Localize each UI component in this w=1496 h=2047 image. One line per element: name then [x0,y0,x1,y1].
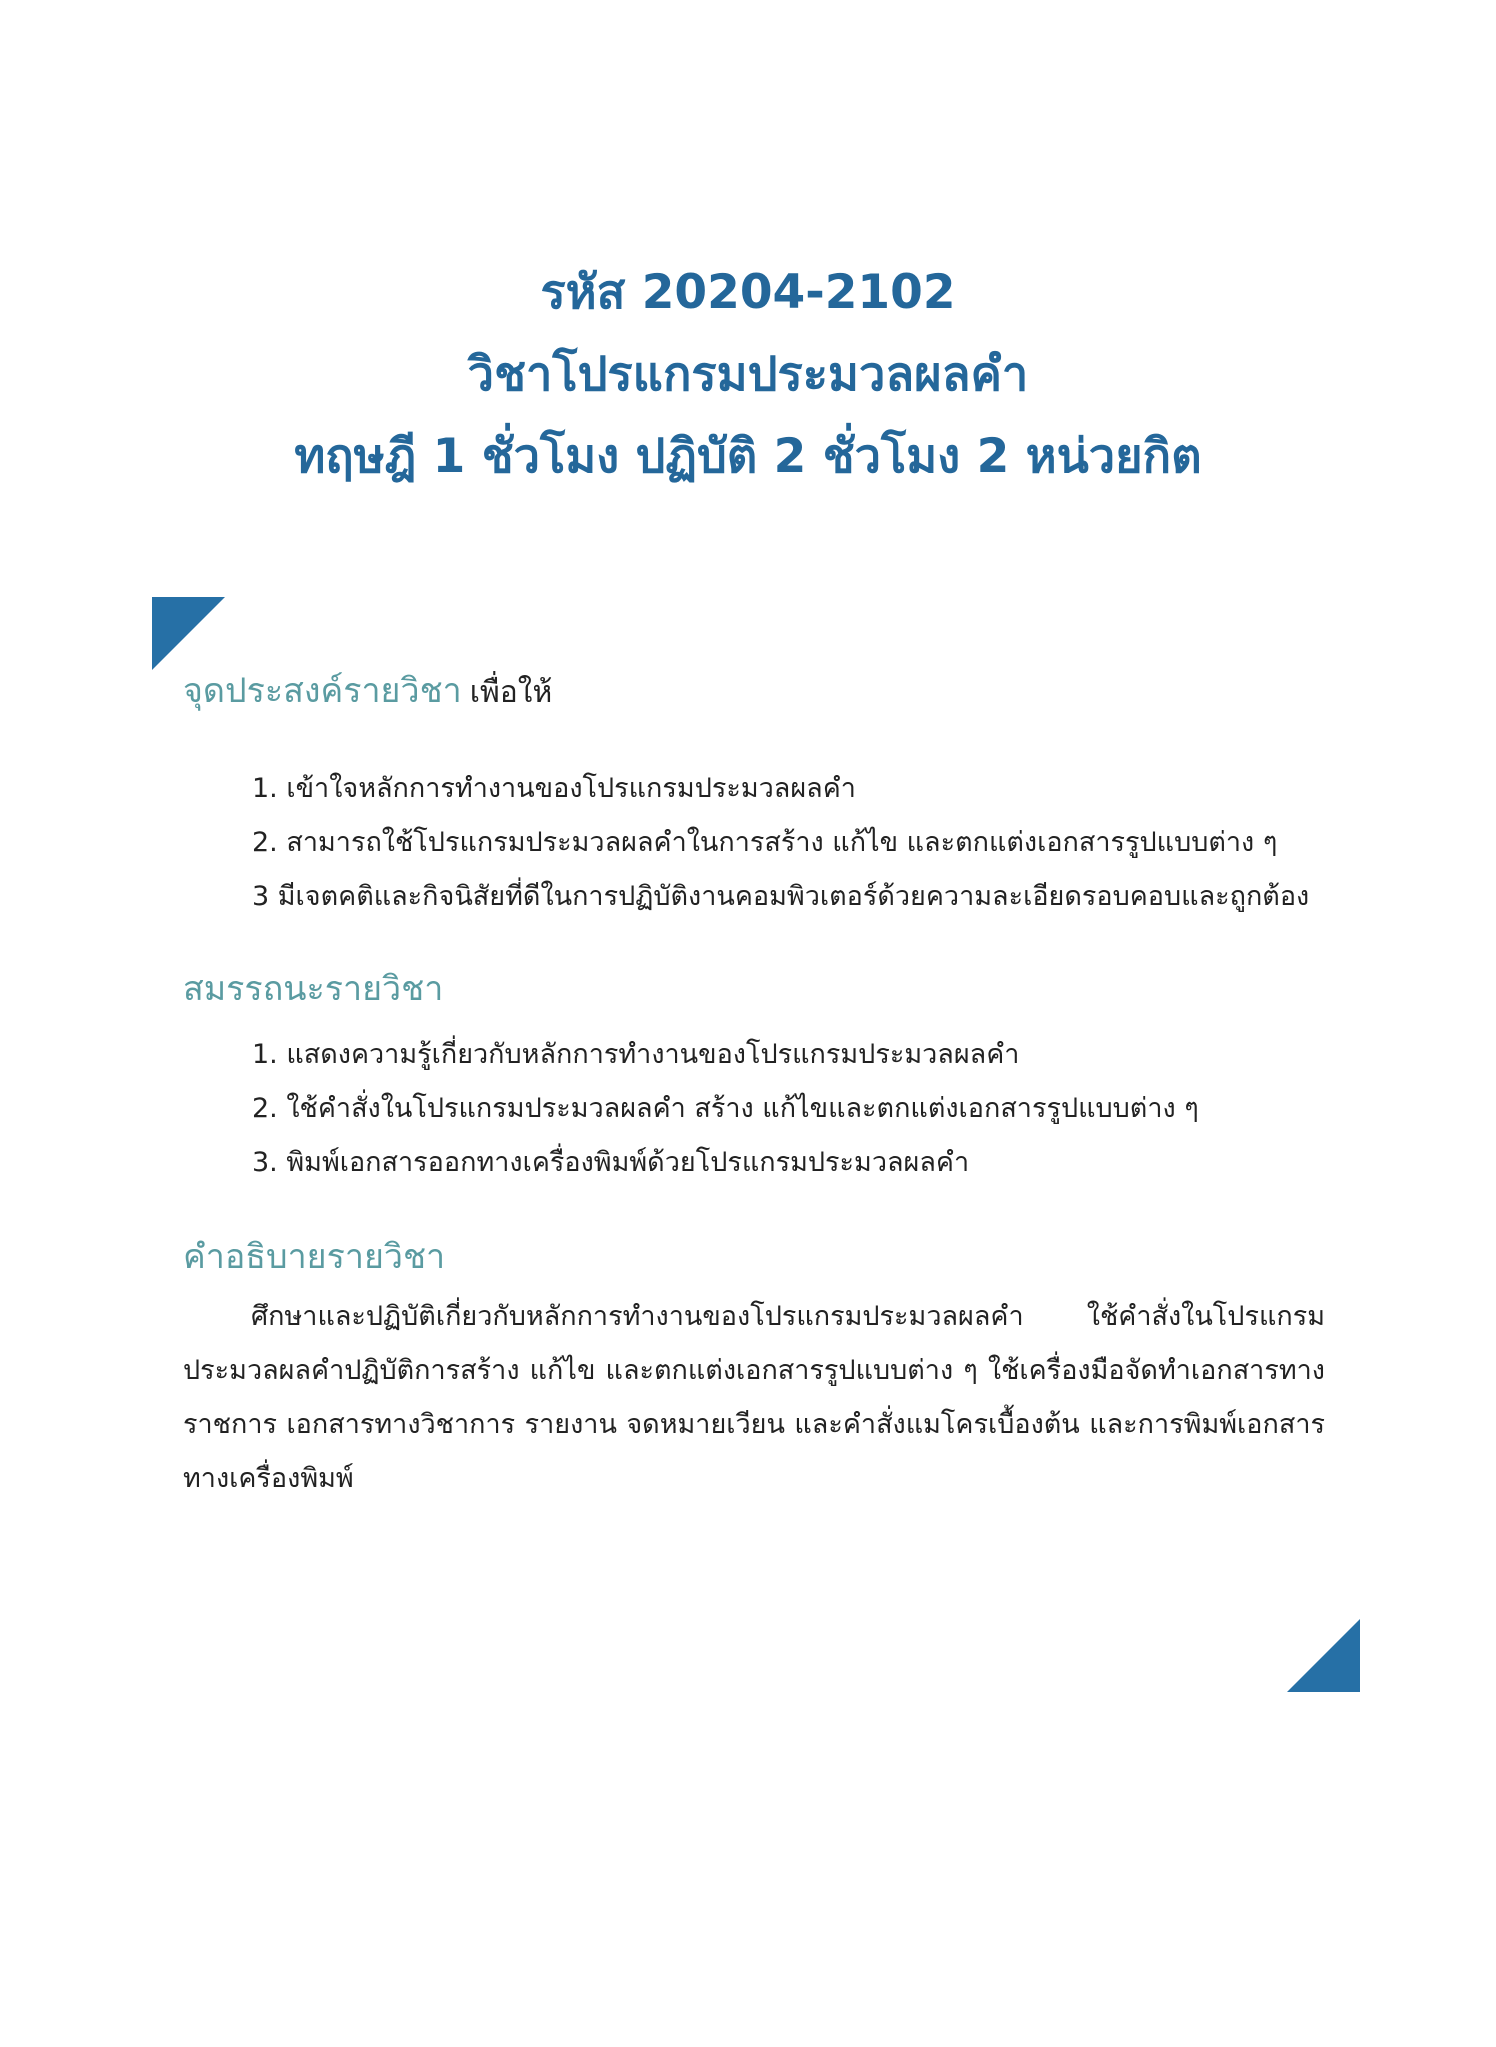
corner-triangle-top-left [152,597,225,670]
list-item: 3. พิมพ์เอกสารออกทางเครื่องพิมพ์ด้วยโปรแกรมประมวลผลคำ [252,1147,970,1178]
list-item: 1. แสดงความรู้เกี่ยวกับหลักการทำงานของโปรแกรมประมวลผลคำ [252,1039,1020,1070]
course-hours-credits: ทฤษฎี 1 ชั่วโมง ปฏิบัติ 2 ชั่วโมง 2 หน่วยกิต [294,429,1202,484]
competencies-list [252,1028,1199,1190]
description-paragraph: ศึกษาและปฏิบัติเกี่ยวกับหลักการทำงานของโปรแกรมประมวลผลคำ ใช้คำสั่งในโปรแกรมประมวลผลคำปฏิบัติการสร้าง แก้ไข และตกแต่งเอกสารรูปแบบต่าง ๆ ใช้เครื่องมือจัดทำเอกสารทางราชการ เอกสารทางวิชาการ รายงาน จดหมายเวียน และคำสั่งแมโครเบื้องต้น และการพิมพ์เอกสารทางเครื่องพิมพ์ [183,1301,1325,1494]
list-item: 2. ใช้คำสั่งในโปรแกรมประมวลผลคำ สร้าง แก้ไขและตกแต่งเอกสารรูปแบบต่าง ๆ [252,1093,1199,1124]
objectives-heading-row [183,666,552,718]
corner-triangle-bottom-right [1287,1619,1360,1692]
course-code: รหัส 20204-2102 [540,265,956,320]
competencies-heading: สมรรถนะรายวิชา [183,969,444,1009]
course-title-block [0,252,1496,498]
objectives-heading: จุดประสงค์รายวิชา [183,671,462,711]
description-heading: คำอธิบายรายวิชา [183,1237,446,1277]
objectives-heading-suffix: เพื่อให้ [469,675,553,710]
list-item: 2. สามารถใช้โปรแกรมประมวลผลคำในการสร้าง แก้ไข และตกแต่งเอกสารรูปแบบต่าง ๆ [252,827,1278,858]
objectives-list [252,762,1309,924]
list-item: 1. เข้าใจหลักการทำงานของโปรแกรมประมวลผลคำ [252,773,856,804]
course-name: วิชาโปรแกรมประมวลผลคำ [467,347,1029,402]
list-item: 3 มีเจตคติและกิจนิสัยที่ดีในการปฏิบัติงานคอมพิวเตอร์ด้วยความละเอียดรอบคอบและถูกต้อง [252,881,1310,912]
